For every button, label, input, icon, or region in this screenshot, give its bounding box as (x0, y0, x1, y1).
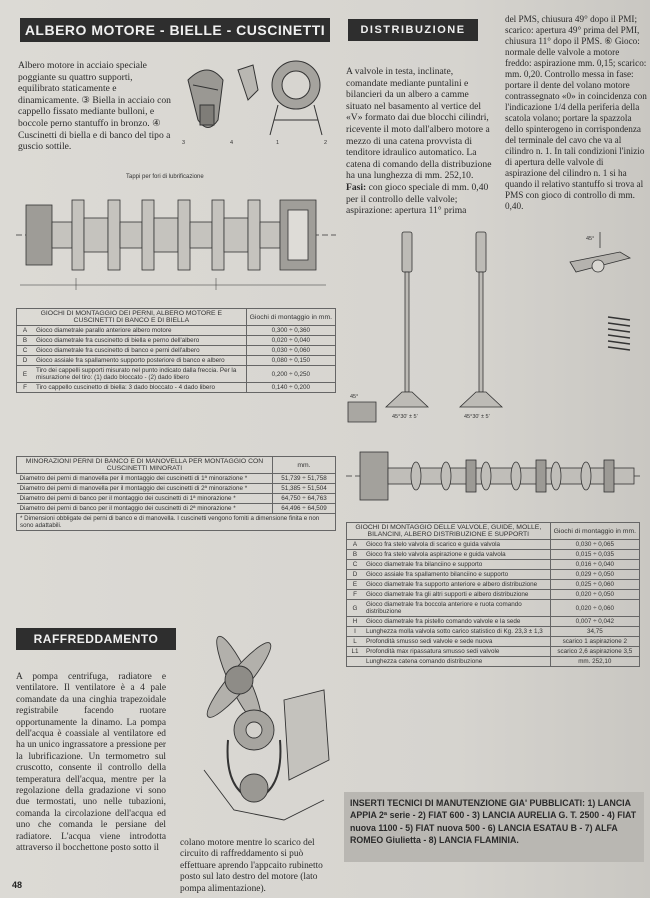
table3-row-letter: E (347, 580, 364, 590)
fasi-text: con gioco speciale di mm. 0,40 per il controllo delle valvole; aspirazione: apertura 11° prima (346, 181, 489, 217)
table2-row-value: 51,739 ÷ 51,758 (273, 474, 336, 484)
section-header-distribuzione: DISTRIBUZIONE (348, 19, 478, 41)
water-pump-figure (184, 620, 334, 830)
table1-row-desc: Tiro cappello cuscinetto di biella: 3 dado bloccato - 4 dado libero (33, 383, 246, 393)
table3-row-value: 0,015 ÷ 0,035 (550, 550, 639, 560)
table3-row-letter: I (347, 627, 364, 637)
table3-row-desc: Gioco diametrale fra pistello comando valvole e la sede (363, 617, 550, 627)
messa-in-fase-text: del PMS, chiusura 49° dopo il PMI; scarico: apertura 49° prima del PMI, chiusura 11° dopo il PMS. ⑥ Gioco: normale delle valvole a motore freddo: aspirazione mm. 0,15; scarico: mm. 0,20. Controllo messa in fase: portare il dente del volano motore contrassegnato «0» in coincidenza con l'indicazione 1/4 della periferia della scatola volano; portare la spazzola dello spinterogeno in corrispondenza del terminale del cavo che va al cilindro n. 1. In tali condizioni l'inizio di apertura delle valvole di aspirazione del cilindro n. 1 si ha quando il relativo stantuffo si trova al PMS con gioco di controllo di mm. 0,40. (505, 14, 647, 211)
valve-angle-1: 45°30' ± 5' (392, 414, 418, 420)
table3-row-value: 0,007 ÷ 0,042 (550, 617, 639, 627)
table1-row (17, 336, 336, 346)
table2-row-value: 51,385 ÷ 51,504 (273, 484, 336, 494)
table3-row-desc: Gioco fra stelo valvola di scarico e guida valvola (363, 540, 550, 550)
table1-row-letter: A (17, 326, 34, 336)
table3-row (347, 600, 640, 617)
table1-header-desc: GIOCHI DI MONTAGGIO DEI PERNI, ALBERO MOTORE E CUSCINETTI DI BANCO E DI BIELLA (17, 309, 247, 326)
camshaft-figure (346, 440, 642, 514)
table3-row-desc: Profondità max ripassatura smusso sedi valvole (363, 647, 550, 657)
table3-row (347, 550, 640, 560)
table3-row-value: 34,75 (550, 627, 639, 637)
table2-row-desc: Diametro dei perni di manovella per il montaggio dei cuscinetti di 1ª minorazione * (17, 474, 273, 484)
table3-row-letter: L (347, 637, 364, 647)
table1-row (17, 366, 336, 383)
table3-row-value: 0,029 ÷ 0,050 (550, 570, 639, 580)
table1-row-letter: F (17, 383, 34, 393)
connecting-rod-figure (178, 50, 338, 150)
table1-row-value: 0,140 ÷ 0,200 (246, 383, 335, 393)
table1-row-letter: C (17, 346, 34, 356)
table2-row-value: 64,750 ÷ 64,763 (273, 494, 336, 504)
table2-row (17, 504, 336, 514)
table2-row (17, 494, 336, 504)
table1-row (17, 356, 336, 366)
valve-angle-4: 45° (586, 236, 595, 242)
table1-row-desc: Gioco diametrale fra cuscinetto di biella e perno dell'albero (33, 336, 246, 346)
table2-row (17, 484, 336, 494)
table3-header-desc: GIOCHI DI MONTAGGIO DELLE VALVOLE, GUIDE, MOLLE, BILANCINI, ALBERO DISTRIBUZIONE E SUPPORTI (347, 523, 551, 540)
table1-row-value: 0,200 ÷ 0,250 (246, 366, 335, 383)
table3-row (347, 637, 640, 647)
table3-row (347, 617, 640, 627)
table2-row-value: 64,496 ÷ 64,509 (273, 504, 336, 514)
table3-row-value: 0,016 ÷ 0,040 (550, 560, 639, 570)
table1-row-desc: Gioco assiale fra spallamento supporto posteriore di banco e albero (33, 356, 246, 366)
fig-number-3: 3 (182, 140, 186, 146)
table3-row-value: 0,030 ÷ 0,065 (550, 540, 639, 550)
table3-row-value: 0,025 ÷ 0,060 (550, 580, 639, 590)
fasi-label: Fasi: (346, 181, 367, 193)
valves-figure (346, 222, 546, 432)
table3-row-desc: Lunghezza molla valvola sotto carico statistico di Kg. 23,3 ± 1,3 (363, 627, 550, 637)
table3-row-value: scarico 2,6 aspirazione 3,5 (550, 647, 639, 657)
table3-row-desc: Gioco diametrale fra boccola anteriore e ruota comando distribuzione (363, 600, 550, 617)
table3-row (347, 560, 640, 570)
table2-row-desc: Diametro dei perni di banco per il montaggio dei cuscinetti di 2ª minorazione * (17, 504, 273, 514)
table3-row-value: scarico 1 aspirazione 2 (550, 637, 639, 647)
table1-row-letter: D (17, 356, 34, 366)
table3-row-desc: Profondità smusso sedi valvole e sede nuova (363, 637, 550, 647)
table3-row (347, 657, 640, 667)
fig-number-1: 1 (276, 140, 280, 146)
albero-intro-text: Albero motore in acciaio speciale poggiante su quattro supporti, equilibrato staticamente e dinamicamente. ③ Biella in acciaio con cappello fissato mediante bulloni, e boccole perno stantuffo in bronzo. ④ Cuscinetti di biella e di banco del tipo a guscio sottile. (18, 60, 171, 153)
table3-row (347, 540, 640, 550)
valve-angle-3: 45° (350, 394, 359, 400)
table3-row-desc: Lunghezza catena comando distribuzione (363, 657, 550, 667)
table2-row-desc: Diametro dei perni di banco per il montaggio dei cuscinetti di 1ª minorazione * (17, 494, 273, 504)
table1-row-value: 0,030 ÷ 0,060 (246, 346, 335, 356)
table3-row-letter: H (347, 617, 364, 627)
valve-angle-2: 45°30' ± 5' (464, 414, 490, 420)
raffreddamento-text-cont: colano motore mentre lo scarico del circuito di raffreddamento si può effettuare aprendo l'appcaito rubinetto posto sul lato destro del motore (lato pompa alimentazione). (180, 838, 323, 894)
table-giochi-valvole (346, 522, 640, 667)
table2-row-desc: Diametro dei perni di manovella per il montaggio dei cuscinetti di 2ª minorazione * (17, 484, 273, 494)
distribuzione-text (346, 66, 494, 217)
fig-number-4: 4 (230, 140, 234, 146)
table1-row (17, 383, 336, 393)
table1-row-value: 0,080 ÷ 0,150 (246, 356, 335, 366)
inserti-tecnici-box: INSERTI TECNICI DI MANUTENZIONE GIA' PUBBLICATI: 1) LANCIA APPIA 2ª serie - 2) FIAT 600 - 3) LANCIA AURELIA G. T. 2500 - 4) FIAT nuova 1100 - 5) FIAT nuova 500 - 6) LANCIA ESATAU B - 7) ALFA ROMEO Giulietta - 8) LANCIA FLAMINIA. (344, 792, 644, 862)
table-giochi-perni (16, 308, 336, 393)
table3-row-letter: L1 (347, 647, 364, 657)
table3-row-desc: Gioco fra stelo valvola aspirazione e guida valvola (363, 550, 550, 560)
table1-row-desc: Tiro dei cappelli supporti misurato nel punto indicato dalla freccia. Per la misurazione del tiro: (1) dado bloccato - (2) dado libero (33, 366, 246, 383)
table3-row (347, 570, 640, 580)
table1-row (17, 326, 336, 336)
table3-row-desc: Gioco diametrale fra gli altri supporti e albero distribuzione (363, 590, 550, 600)
crankshaft-drawing (16, 160, 338, 300)
table2-note: * Dimensioni obbligate dei perni di banco e di manovella. I cuscinetti vengono forniti a dimensione finita e non sono adattabili. (17, 514, 336, 531)
table1-row-letter: B (17, 336, 34, 346)
table3-row-letter (347, 657, 364, 667)
table3-row-desc: Gioco diametrale fra bilanciino e supporto (363, 560, 550, 570)
table1-row-value: 0,020 ÷ 0,040 (246, 336, 335, 346)
table3-row-value: 0,020 ÷ 0,060 (550, 600, 639, 617)
table3-header-val: Giochi di montaggio in mm. (550, 523, 639, 540)
table1-row-desc: Gioco diametrale fra cuscinetto di banco e perni dell'albero (33, 346, 246, 356)
table3-row-letter: B (347, 550, 364, 560)
table1-row (17, 346, 336, 356)
table3-row (347, 647, 640, 657)
table2-header-val: mm. (273, 457, 336, 474)
table-minorazioni (16, 456, 336, 531)
table3-row-letter: A (347, 540, 364, 550)
table1-header-val: Giochi di montaggio in mm. (246, 309, 335, 326)
table3-row-letter: D (347, 570, 364, 580)
page-number: 48 (12, 880, 23, 890)
table2-row (17, 474, 336, 484)
table3-row (347, 627, 640, 637)
table3-row-value: 0,020 ÷ 0,050 (550, 590, 639, 600)
table3-row-letter: F (347, 590, 364, 600)
table3-row-letter: C (347, 560, 364, 570)
table3-row-desc: Gioco diametrale fra supporto anteriore e albero distribuzione (363, 580, 550, 590)
crankshaft-caption: Tappi per fori di lubrificazione (126, 174, 204, 180)
table3-row (347, 580, 640, 590)
table1-row-desc: Gioco diametrale parallo anteriore albero motore (33, 326, 246, 336)
distribuzione-paragraph: A valvole in testa, inclinate, comandate mediante puntalini e bilancieri da un albero a camme situato nel basamento al vertice del «V» formato dai due blocchi cilindri, ricevente il moto dall'albero motore a mezzo di una catena provvista di tenditore idraulico automatico. La catena di comando della distribuzione ha una lunghezza di mm. 252,10. (346, 66, 492, 182)
table3-row-letter: G (347, 600, 364, 617)
table3-row (347, 590, 640, 600)
rocker-spring-figure (560, 222, 644, 372)
section-header-raffreddamento: RAFFREDDAMENTO (16, 628, 176, 650)
raffreddamento-text: A pompa centrifuga, radiatore e ventilatore. Il ventilatore è a 4 pale comandate da una cinghia trapezoidale registrabile facendo ruotare opportunamente la dinamo. La pompa dell'acqua è coassiale al ventilatore ed ha un unico ingrassatore a pressione per la lubrificazione. Un termometro sul cruscotto, consente il controllo della temperatura dell'acqua, mentre per la regolazione della gradazione vi sono due termostati, uno nelle tubazioni, comanda la circolazione dell'acqua ed uno che comanda le persiane del radiatore. L'acqua viene introdotta attraverso il bocchettone posto sotto il (16, 672, 166, 854)
table3-row-value: mm. 252,10 (550, 657, 639, 667)
table1-row-value: 0,300 ÷ 0,360 (246, 326, 335, 336)
section-header-albero: ALBERO MOTORE - BIELLE - CUSCINETTI (20, 18, 330, 42)
table3-row-desc: Gioco assiale fra spallamento bilanciino e supporto (363, 570, 550, 580)
fig-number-2: 2 (324, 140, 328, 146)
table1-row-letter: E (17, 366, 34, 383)
table2-header-desc: MINORAZIONI PERNI DI BANCO E DI MANOVELLA PER MONTAGGIO CON CUSCINETTI MINORATI (17, 457, 273, 474)
